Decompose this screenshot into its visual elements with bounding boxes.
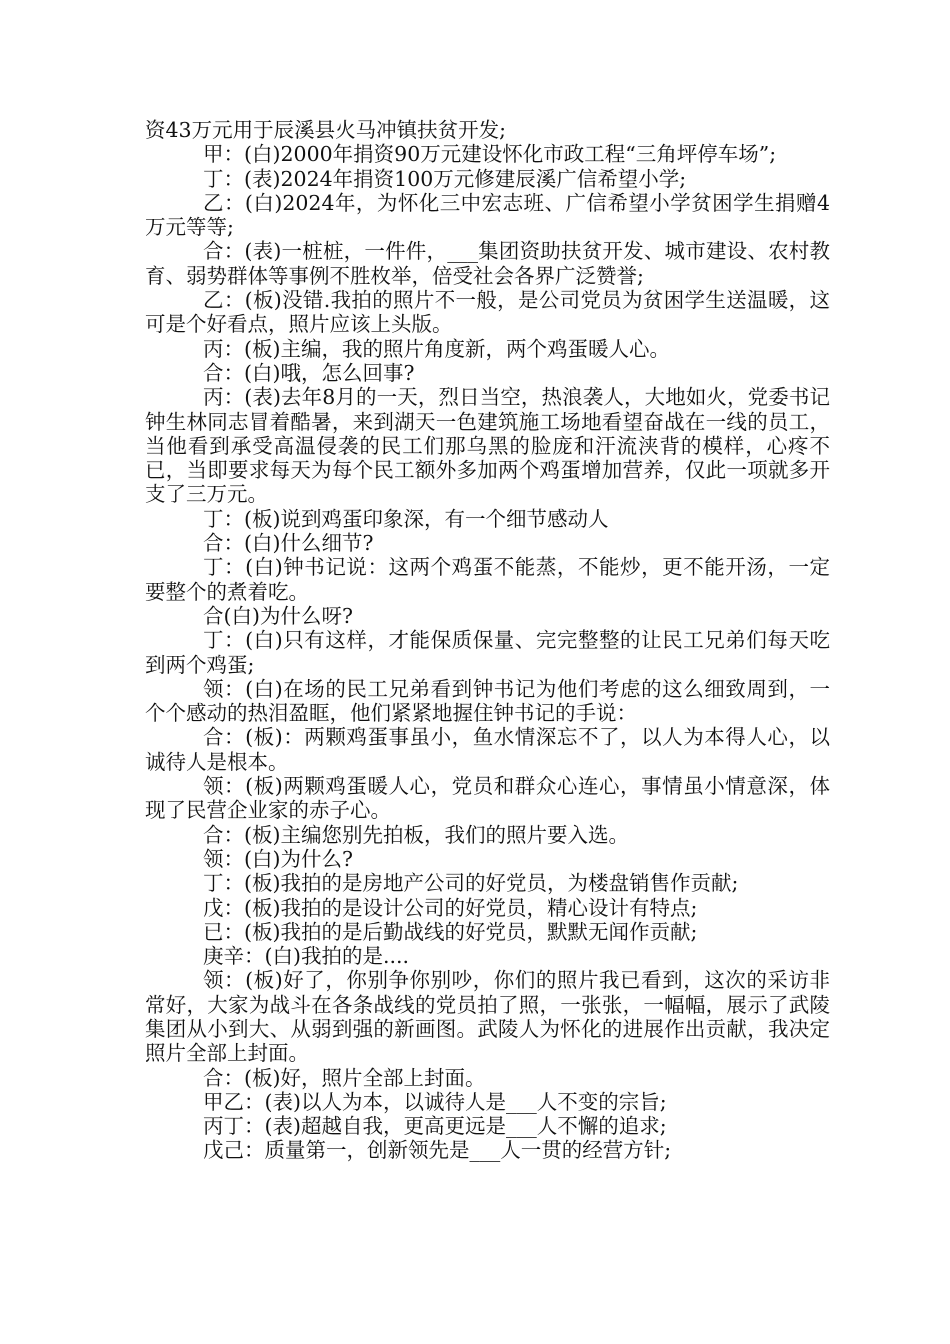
paragraph: 甲：(白)2000年捐资90万元建设怀化市政工程“三角坪停车场”; <box>203 142 777 167</box>
paragraph: 合：(板)：两颗鸡蛋事虽小，鱼水情深忘不了，以人为本得人心，以诚待人是根本。 <box>145 725 830 774</box>
paragraph: 乙：(板)没错.我拍的照片不一般，是公司党员为贫困学生送温暖，这可是个好看点，照片应该上头版。 <box>145 288 830 337</box>
paragraph: 合：(白)什么细节? <box>203 531 374 556</box>
paragraph: 甲乙：(表)以人为本，以诚待人是___人不变的宗旨; <box>203 1089 667 1114</box>
paragraph: 戊：(板)我拍的是设计公司的好党员，精心设计有特点; <box>203 895 698 920</box>
paragraph: 丁：(白)钟书记说：这两个鸡蛋不能蒸，不能炒，更不能开汤，一定要整个的煮着吃。 <box>145 555 830 604</box>
paragraph: 领：(白)为什么? <box>203 846 353 871</box>
paragraph: 合：(表)一桩桩，一件件，___集团资助扶贫开发、城市建设、农村教育、弱势群体等事例不胜枚举，倍受社会各界广泛赞誉; <box>145 239 830 288</box>
paragraph: 丁：(表)2024年捐资100万元修建辰溪广信希望小学; <box>203 166 687 191</box>
paragraph: 资43万元用于辰溪县火马冲镇扶贫开发; <box>145 118 506 142</box>
paragraph: 已：(板)我拍的是后勤战线的好党员，默默无闻作贡献; <box>203 919 698 944</box>
paragraph: 丁：(白)只有这样，才能保质保量、完完整整的让民工兄弟们每天吃到两个鸡蛋; <box>145 628 830 677</box>
paragraph: 丙丁：(表)超越自我，更高更远是___人不懈的追求; <box>203 1114 667 1139</box>
paragraph: 领：(板)两颗鸡蛋暖人心，党员和群众心连心，事情虽小情意深，体现了民营企业家的赤子心。 <box>145 774 830 823</box>
paragraph: 乙：(白)2024年，为怀化三中宏志班、广信希望小学贫困学生捐赠4万元等等; <box>145 190 830 240</box>
paragraph: 合：(板)主编您别先拍板，我们的照片要入选。 <box>203 822 629 847</box>
paragraph: 领：(板)好了，你别争你别吵，你们的照片我已看到，这次的采访非常好，大家为战斗在各条战线的党员拍了照，一张张，一幅幅，展示了武陵集团从小到大、从弱到强的新画图。武陵人为怀化的进展作出贡献，我决定照片全部上封面。 <box>145 968 830 1066</box>
paragraph: 领：(白)在场的民工兄弟看到钟书记为他们考虑的这么细致周到，一个个感动的热泪盈眶，他们紧紧地握住钟书记的手说： <box>145 676 830 726</box>
paragraph: 丁：(板)说到鸡蛋印象深，有一个细节感动人 <box>203 506 609 531</box>
paragraph: 戊己：质量第一，创新领先是___人一贯的经营方针; <box>203 1138 672 1163</box>
paragraph: 合：(白)哦，怎么回事? <box>203 360 415 385</box>
paragraph: 庚辛：(白)我拍的是.... <box>203 944 410 969</box>
paragraph: 丁：(板)我拍的是房地产公司的好党员，为楼盘销售作贡献; <box>203 871 739 896</box>
document-page <box>145 118 830 1163</box>
paragraph: 丙：(表)去年8月的一天，烈日当空，热浪袭人，大地如火，党委书记钟生林同志冒着酷暑，来到湖天一色建筑施工场地看望奋战在一线的员工，当他看到承受高温侵袭的民工们那乌黑的脸庞和汗流浃背的模样，心疼不已，当即要求每天为每个民工额外多加两个鸡蛋增加营养，仅此一项就多开支了三万元。 <box>145 385 830 507</box>
paragraph: 丙：(板)主编，我的照片角度新，两个鸡蛋暖人心。 <box>203 336 670 361</box>
paragraph: 合(白)为什么呀? <box>203 603 353 628</box>
paragraph: 合：(板)好，照片全部上封面。 <box>203 1065 486 1090</box>
